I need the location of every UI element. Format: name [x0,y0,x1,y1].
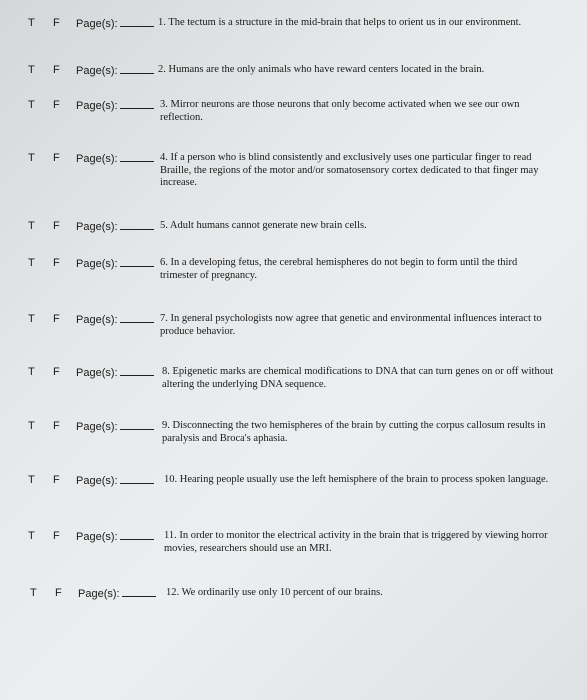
false-option[interactable]: F [53,99,60,111]
true-option[interactable]: T [28,257,35,269]
pages-blank[interactable] [120,220,154,230]
pages-blank[interactable] [120,17,154,27]
pages-label: Page(s): [76,474,154,487]
pages-blank[interactable] [120,99,154,109]
true-option[interactable]: T [28,152,35,164]
false-option[interactable]: F [53,530,60,542]
pages-label: Page(s): [76,17,154,30]
true-option[interactable]: T [28,530,35,542]
question-text: 9. Disconnecting the two hemispheres of the brain by cutting the corpus callosum results in paralysis and Broca's aphasia. [162,420,546,444]
pages-blank[interactable] [122,587,156,597]
question-text: 7. In general psychologists now agree that genetic and environmental influences interact to produce behavior. [160,313,542,337]
false-option[interactable]: F [53,220,60,232]
pages-blank[interactable] [120,64,154,74]
pages-blank[interactable] [120,257,154,267]
false-option[interactable]: F [53,313,60,325]
true-option[interactable]: T [28,420,35,432]
false-option[interactable]: F [53,366,60,378]
pages-blank[interactable] [120,313,154,323]
pages-label: Page(s): [76,64,154,77]
pages-blank[interactable] [120,474,154,484]
false-option[interactable]: F [53,152,60,164]
true-option[interactable]: T [28,220,35,232]
true-option[interactable]: T [28,17,35,29]
question-text: 12. We ordinarily use only 10 percent of our brains. [166,587,383,598]
question-text: 10. Hearing people usually use the left hemisphere of the brain to process spoken language. [164,474,549,485]
pages-label: Page(s): [76,366,154,379]
question-text: 3. Mirror neurons are those neurons that only become activated when we see our own reflection. [160,99,520,123]
question-text: 6. In a developing fetus, the cerebral hemispheres do not begin to form until the third trimester of pregnancy. [160,257,518,281]
question-text: 5. Adult humans cannot generate new brain cells. [160,220,367,231]
false-option[interactable]: F [53,257,60,269]
false-option[interactable]: F [53,420,60,432]
pages-label: Page(s): [76,313,154,326]
true-option[interactable]: T [30,587,37,599]
question-text: 8. Epigenetic marks are chemical modifications to DNA that can turn genes on or off without altering the underlying DNA sequence. [162,366,554,390]
false-option[interactable]: F [55,587,62,599]
pages-label: Page(s): [76,220,154,233]
pages-label: Page(s): [76,152,154,165]
true-option[interactable]: T [28,313,35,325]
question-text: 4. If a person who is blind consistently and exclusively uses one particular finger to read Braille, the regions of the motor and/or somatosensory cortex dedicated to that finger may increase. [160,152,539,188]
pages-blank[interactable] [120,152,154,162]
false-option[interactable]: F [53,17,60,29]
pages-label: Page(s): [76,420,154,433]
pages-label: Page(s): [76,530,154,543]
false-option[interactable]: F [53,474,60,486]
false-option[interactable]: F [53,64,60,76]
true-option[interactable]: T [28,64,35,76]
pages-label: Page(s): [76,257,154,270]
true-option[interactable]: T [28,366,35,378]
true-option[interactable]: T [28,474,35,486]
pages-blank[interactable] [120,420,154,430]
question-text: 1. The tectum is a structure in the mid-brain that helps to orient us in our environment. [158,17,522,28]
pages-label: Page(s): [78,587,156,600]
question-text: 11. In order to monitor the electrical activity in the brain that is triggered by viewing horror movies, researchers should use an MRI. [164,530,548,554]
pages-blank[interactable] [120,530,154,540]
pages-label: Page(s): [76,99,154,112]
true-option[interactable]: T [28,99,35,111]
pages-blank[interactable] [120,366,154,376]
question-text: 2. Humans are the only animals who have reward centers located in the brain. [158,64,485,75]
